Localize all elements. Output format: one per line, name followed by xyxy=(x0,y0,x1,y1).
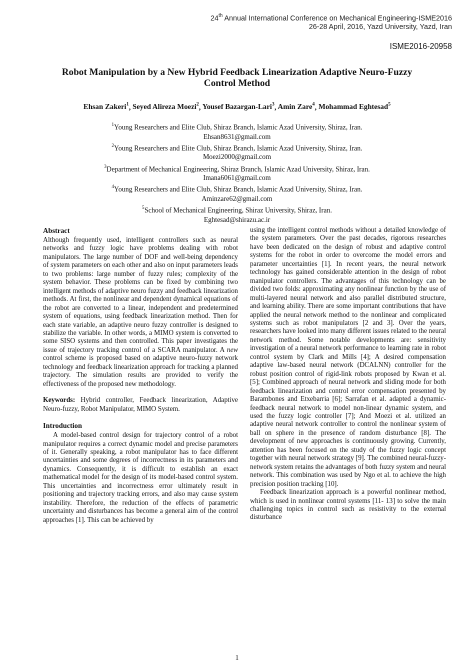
author: Ehsan Zakeri$^1$ xyxy=(83,102,129,112)
right-column xyxy=(250,227,446,523)
body-paragraph: Feedback linearization approach is a powerful nonlinear method, which is used in nonlinear control systems [11- 13] to solve the main challenging topics in control such as resistivity to the external disturbance xyxy=(250,489,446,522)
affiliation-email: Imana6061@gmail.com xyxy=(203,174,271,183)
author-list: Ehsan Zakeri$^1$, Seyed Alireza Moezi$^2$, Yousef Bazargan-Lari$^3$, Amin Zare$^4$, Mohammad Eghtesad$^5$ xyxy=(83,102,391,112)
affiliation-email: Aminzare62@gmail.com xyxy=(201,195,273,204)
abstract-heading: Abstract xyxy=(43,227,70,235)
introduction-paragraph: A model-based control design for trajectory control of a robot manipulator requires a correct dynamic model and precise parameters of it. Generally speaking, a robot manipulator has to face different uncertainties and some degrees of incorrectness in its parameters and dynamics. Consequently, it is difficult to establish an exact mathematical model for the design of its model-based control system. This uncertainties and incorrectness error ultimately result in positioning and trajectory tracking errors, and also may cause system instability. Therefore, the reduction of the effects of parametric uncertainty and disturbances has become a general aim of the control approaches [1]. This can be achieved by xyxy=(43,432,238,524)
author: Yousef Bazargan-Lari$^3$ xyxy=(202,102,275,112)
left-column xyxy=(43,227,238,525)
keywords: Keywords: Hybrid controller, Feedback linearization, Adaptive Neuro-fuzzy, Robot Manipulator, MIMO System. xyxy=(43,397,238,413)
affiliation: $^3$Department of Mechanical Engineering, Shiraz Branch, Islamic Azad University, Shiraz, Iran. xyxy=(104,164,370,173)
affiliation: $^5$School of Mechanical Engineering, Shiraz University, Shiraz, Iran. xyxy=(142,206,332,215)
page-number: 1 xyxy=(235,654,239,662)
author: Mohammad Eghtesad$^5$ xyxy=(318,102,391,112)
affiliation: $^4$Young Researchers and Elite Club, Shiraz Branch, Islamic Azad University, Shiraz, Iran. xyxy=(111,185,363,194)
conference-line-2: 26-28 April, 2016, Yazd University, Yazd, Iran xyxy=(308,22,452,32)
affiliation: $^1$Young Researchers and Elite Club, Shiraz Branch, Islamic Azad University, Shiraz, Iran. xyxy=(111,123,363,132)
conference-header xyxy=(0,12,452,31)
author: Amin Zare$^4$ xyxy=(277,102,315,112)
affiliation-list xyxy=(40,121,434,225)
introduction-heading: Introduction xyxy=(43,422,83,431)
body-paragraph: using the intelligent control methods without a detailed knowledge of the system parameters. Over the past decades, rigorous researches have been dedicated on the design of robust and adaptive control systems for the robot in order to overcome the model errors and parameter uncertainties [1]. In recent years, the neural network technology has gained considerable attention in the design of robot manipulator controllers. The advantages of this technology can be divided two folds: approximating any nonlinear function by the use of multi-layered neural network and also parallel distributed structure, and learning ability. There are some important contributions that have applied the neural network method to the nonlinear and complicated systems such as robot manipulators [2 and 3]. Over the years, researchers have looked into many different issues related to the neural network method. Some notable developments are: sensitivity investigation of a neural network performance to learning rate in robot control system by Clark and Mills [4]; A desired compensation adaptive law-based neural network (DCALNN) controller for the robust position control of rigid-link robots proposed by Kwan et al. [5]; Combined approach of neural network and sliding mode for both feedback linearization and control error compensation presented by Barambones and Etxebarria [6]; Sarrafan et al. adapted a dynamic-feedback neural network to model non-linear dynamic system, and used the fuzzy logic controller [7]; And Moezi et al. utilized an adaptive neural network controller to control the nonlinear system of ball on sphere in the presence of random disturbance [8]. The development of new approaches is continuously growing. Currently, attention has been focused on the study of the fuzzy logic concept together with neural network strategy [9]. The combined neural-fuzzy-network system retains the advantages of both fuzzy system and neural network. This combination was used by Ngo et al. to achieve the high precision position tracking [10]. xyxy=(250,227,446,488)
affiliation: $^2$Young Researchers and Elite Club, Shiraz Branch, Islamic Azad University, Shiraz, Iran. xyxy=(111,143,363,153)
affiliation-email: Moezi2000@gmail.com xyxy=(202,153,272,162)
paper-title: Robot Manipulation by a New Hybrid Feedback Linearization Adaptive Neuro-Fuzzy Control Method xyxy=(61,67,413,89)
author: Seyed Alireza Moezi$^2$ xyxy=(132,102,199,112)
affiliation-email: Ehsan8631@gmail.com xyxy=(203,132,271,141)
paper-id: ISME2016-20958 xyxy=(389,42,452,51)
conference-line-1: 24th Annual International Conference on Mechanical Engineering-ISME2016 xyxy=(210,13,452,23)
abstract-body: Although frequently used, intelligent controllers such as neural networks and fuzzy logic have problems dealing with robot manipulators. The large number of DOF and well-being dependency of system parameters on each other and also on input parameters leads to two problems: large number of fuzzy rules; complexity of the system behavior. These problems can be fixed by combining two intelligent methods of adaptive neuro fuzzy and feedback linearization methods. At first, the nonlinear and dependent dynamical equations of the robot are converted to a linear, independent and predetermined system of equations, using feedback linearization method. Then for each state variable, an adaptive neuro fuzzy controller is designed to stabilize the variable. In other words, a MIMO system is converted to some SISO systems and then controlled. This paper investigates the issue of trajectory tracking control of a SCARA manipulator. A new control scheme is proposed based on adaptive neuro-fuzzy network technology and feedback linearization approach for tracking a planned trajectory. The simulation results are provided to verify the effectiveness of the proposed new methodology. xyxy=(43,237,238,388)
affiliation-email: Eghtesad@shirazu.ac.ir xyxy=(203,215,271,224)
